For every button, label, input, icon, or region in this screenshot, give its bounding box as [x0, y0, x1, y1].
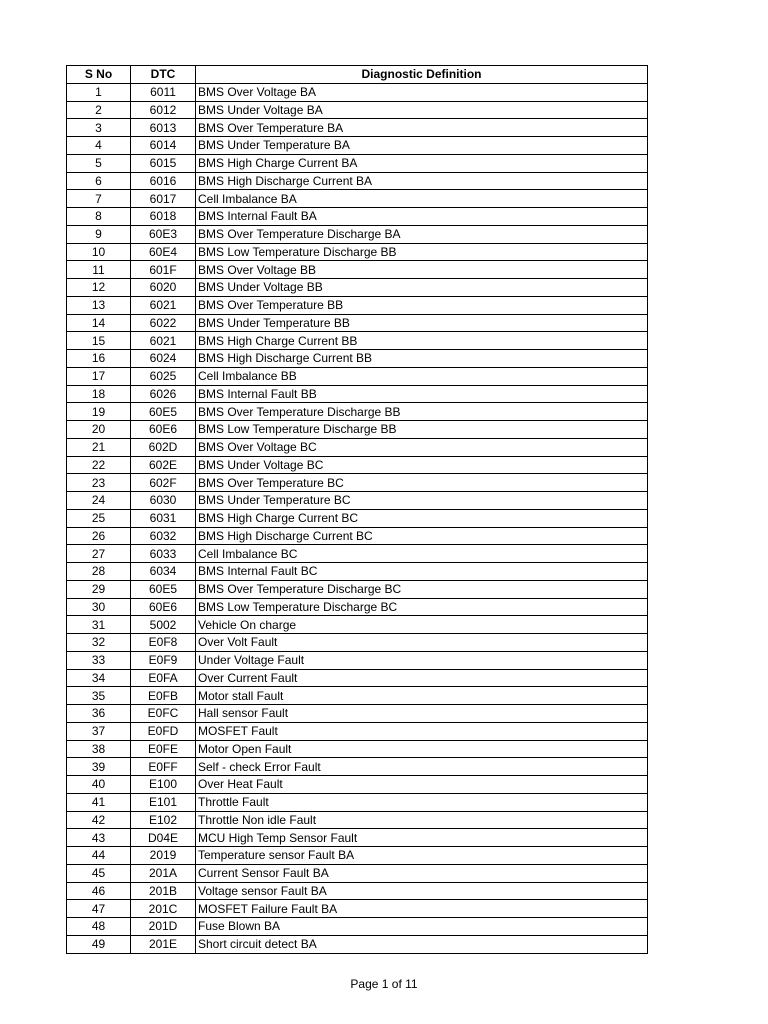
- cell-dtc: 6030: [131, 492, 196, 510]
- cell-definition: Motor stall Fault: [196, 687, 648, 705]
- cell-definition: Hall sensor Fault: [196, 705, 648, 723]
- header-sno: S No: [67, 66, 131, 84]
- cell-definition: Motor Open Fault: [196, 740, 648, 758]
- cell-sno: 25: [67, 509, 131, 527]
- dtc-table: [66, 65, 648, 954]
- cell-sno: 11: [67, 261, 131, 279]
- table-row: [67, 154, 648, 172]
- cell-definition: BMS Under Temperature BB: [196, 314, 648, 332]
- table-row: [67, 403, 648, 421]
- cell-definition: BMS Under Temperature BA: [196, 137, 648, 155]
- table-row: [67, 456, 648, 474]
- cell-sno: 20: [67, 421, 131, 439]
- table-row: [67, 83, 648, 101]
- cell-dtc: 5002: [131, 616, 196, 634]
- cell-sno: 27: [67, 545, 131, 563]
- cell-definition: MOSFET Fault: [196, 722, 648, 740]
- cell-sno: 13: [67, 296, 131, 314]
- cell-definition: BMS Under Voltage BC: [196, 456, 648, 474]
- cell-dtc: 6022: [131, 314, 196, 332]
- cell-definition: BMS Internal Fault BC: [196, 563, 648, 581]
- cell-dtc: E0F9: [131, 651, 196, 669]
- table-row: [67, 492, 648, 510]
- cell-dtc: 6012: [131, 101, 196, 119]
- table-row: [67, 225, 648, 243]
- cell-sno: 45: [67, 864, 131, 882]
- cell-dtc: 60E6: [131, 421, 196, 439]
- cell-dtc: 6032: [131, 527, 196, 545]
- cell-dtc: E102: [131, 811, 196, 829]
- table-row: [67, 864, 648, 882]
- cell-definition: Fuse Blown BA: [196, 918, 648, 936]
- cell-sno: 30: [67, 598, 131, 616]
- cell-sno: 41: [67, 793, 131, 811]
- cell-definition: BMS Over Temperature Discharge BB: [196, 403, 648, 421]
- cell-definition: Current Sensor Fault BA: [196, 864, 648, 882]
- cell-dtc: E101: [131, 793, 196, 811]
- cell-dtc: 60E5: [131, 403, 196, 421]
- cell-sno: 37: [67, 722, 131, 740]
- table-row: [67, 137, 648, 155]
- cell-dtc: 201B: [131, 882, 196, 900]
- cell-dtc: 6020: [131, 279, 196, 297]
- cell-dtc: 60E3: [131, 225, 196, 243]
- table-row: [67, 580, 648, 598]
- table-row: [67, 669, 648, 687]
- cell-sno: 18: [67, 385, 131, 403]
- table-row: [67, 740, 648, 758]
- cell-dtc: 6021: [131, 296, 196, 314]
- cell-definition: BMS Under Voltage BA: [196, 101, 648, 119]
- cell-definition: Over Volt Fault: [196, 634, 648, 652]
- table-row: [67, 882, 648, 900]
- cell-definition: Temperature sensor Fault BA: [196, 847, 648, 865]
- cell-definition: BMS Over Temperature Discharge BC: [196, 580, 648, 598]
- table-row: [67, 634, 648, 652]
- cell-sno: 6: [67, 172, 131, 190]
- table-row: [67, 776, 648, 794]
- cell-definition: BMS High Discharge Current BB: [196, 350, 648, 368]
- cell-dtc: 201E: [131, 935, 196, 953]
- cell-sno: 3: [67, 119, 131, 137]
- cell-definition: BMS Over Voltage BB: [196, 261, 648, 279]
- cell-sno: 26: [67, 527, 131, 545]
- cell-dtc: 6026: [131, 385, 196, 403]
- cell-sno: 34: [67, 669, 131, 687]
- cell-definition: BMS High Discharge Current BA: [196, 172, 648, 190]
- table-row: [67, 509, 648, 527]
- cell-sno: 7: [67, 190, 131, 208]
- table-row: [67, 847, 648, 865]
- table-row: [67, 563, 648, 581]
- cell-sno: 14: [67, 314, 131, 332]
- table-row: [67, 474, 648, 492]
- cell-sno: 48: [67, 918, 131, 936]
- cell-sno: 39: [67, 758, 131, 776]
- cell-dtc: 60E6: [131, 598, 196, 616]
- cell-sno: 47: [67, 900, 131, 918]
- table-row: [67, 385, 648, 403]
- cell-definition: Over Heat Fault: [196, 776, 648, 794]
- cell-sno: 9: [67, 225, 131, 243]
- page-number: Page 1 of 11: [350, 977, 418, 991]
- cell-definition: BMS Over Temperature BC: [196, 474, 648, 492]
- cell-dtc: E0FA: [131, 669, 196, 687]
- cell-dtc: 6015: [131, 154, 196, 172]
- table-row: [67, 651, 648, 669]
- table-row: [67, 527, 648, 545]
- cell-sno: 22: [67, 456, 131, 474]
- cell-dtc: D04E: [131, 829, 196, 847]
- cell-definition: BMS Internal Fault BB: [196, 385, 648, 403]
- cell-definition: BMS Low Temperature Discharge BB: [196, 243, 648, 261]
- cell-dtc: 6025: [131, 367, 196, 385]
- cell-definition: MCU High Temp Sensor Fault: [196, 829, 648, 847]
- cell-definition: Voltage sensor Fault BA: [196, 882, 648, 900]
- cell-definition: BMS High Charge Current BC: [196, 509, 648, 527]
- cell-dtc: 6014: [131, 137, 196, 155]
- cell-definition: Short circuit detect BA: [196, 935, 648, 953]
- cell-definition: BMS Over Temperature BB: [196, 296, 648, 314]
- cell-definition: BMS Low Temperature Discharge BB: [196, 421, 648, 439]
- cell-dtc: 201C: [131, 900, 196, 918]
- cell-sno: 17: [67, 367, 131, 385]
- cell-definition: MOSFET Failure Fault BA: [196, 900, 648, 918]
- cell-definition: BMS High Charge Current BA: [196, 154, 648, 172]
- table-row: [67, 900, 648, 918]
- table-row: [67, 190, 648, 208]
- cell-sno: 44: [67, 847, 131, 865]
- cell-definition: BMS High Discharge Current BC: [196, 527, 648, 545]
- cell-definition: Vehicle On charge: [196, 616, 648, 634]
- cell-definition: BMS Over Voltage BA: [196, 83, 648, 101]
- table-row: [67, 172, 648, 190]
- cell-definition: Cell Imbalance BA: [196, 190, 648, 208]
- cell-definition: Over Current Fault: [196, 669, 648, 687]
- cell-sno: 32: [67, 634, 131, 652]
- table-row: [67, 687, 648, 705]
- cell-dtc: 60E4: [131, 243, 196, 261]
- cell-definition: BMS Over Temperature Discharge BA: [196, 225, 648, 243]
- cell-definition: Throttle Non idle Fault: [196, 811, 648, 829]
- cell-definition: BMS Over Voltage BC: [196, 438, 648, 456]
- table-row: [67, 705, 648, 723]
- table-header: [67, 66, 648, 84]
- cell-definition: BMS Under Temperature BC: [196, 492, 648, 510]
- cell-dtc: E100: [131, 776, 196, 794]
- cell-dtc: 602E: [131, 456, 196, 474]
- cell-sno: 35: [67, 687, 131, 705]
- cell-sno: 1: [67, 83, 131, 101]
- cell-definition: BMS Over Temperature BA: [196, 119, 648, 137]
- cell-sno: 15: [67, 332, 131, 350]
- table-row: [67, 598, 648, 616]
- table-row: [67, 935, 648, 953]
- cell-sno: 10: [67, 243, 131, 261]
- table-row: [67, 545, 648, 563]
- table-row: [67, 438, 648, 456]
- cell-sno: 33: [67, 651, 131, 669]
- table-row: [67, 119, 648, 137]
- cell-definition: Throttle Fault: [196, 793, 648, 811]
- cell-definition: BMS Internal Fault BA: [196, 208, 648, 226]
- cell-dtc: E0FD: [131, 722, 196, 740]
- table-row: [67, 332, 648, 350]
- cell-definition: BMS Under Voltage BB: [196, 279, 648, 297]
- cell-sno: 23: [67, 474, 131, 492]
- cell-dtc: E0FE: [131, 740, 196, 758]
- table-row: [67, 208, 648, 226]
- cell-dtc: 602D: [131, 438, 196, 456]
- cell-dtc: E0FB: [131, 687, 196, 705]
- table-row: [67, 811, 648, 829]
- cell-dtc: 60E5: [131, 580, 196, 598]
- table-row: [67, 758, 648, 776]
- cell-sno: 21: [67, 438, 131, 456]
- cell-sno: 36: [67, 705, 131, 723]
- table-row: [67, 101, 648, 119]
- table-row: [67, 367, 648, 385]
- table-row: [67, 279, 648, 297]
- cell-sno: 29: [67, 580, 131, 598]
- cell-definition: Cell Imbalance BC: [196, 545, 648, 563]
- table-row: [67, 314, 648, 332]
- cell-sno: 19: [67, 403, 131, 421]
- table-row: [67, 829, 648, 847]
- header-definition: Diagnostic Definition: [196, 66, 648, 84]
- header-row: [67, 66, 648, 84]
- table-row: [67, 918, 648, 936]
- cell-definition: Cell Imbalance BB: [196, 367, 648, 385]
- table-row: [67, 421, 648, 439]
- cell-dtc: E0F8: [131, 634, 196, 652]
- cell-dtc: 6011: [131, 83, 196, 101]
- cell-sno: 42: [67, 811, 131, 829]
- cell-definition: BMS Low Temperature Discharge BC: [196, 598, 648, 616]
- cell-dtc: 6024: [131, 350, 196, 368]
- cell-dtc: 6013: [131, 119, 196, 137]
- cell-sno: 16: [67, 350, 131, 368]
- cell-sno: 46: [67, 882, 131, 900]
- table-row: [67, 793, 648, 811]
- cell-definition: Under Voltage Fault: [196, 651, 648, 669]
- cell-sno: 8: [67, 208, 131, 226]
- table-row: [67, 350, 648, 368]
- cell-sno: 38: [67, 740, 131, 758]
- cell-sno: 2: [67, 101, 131, 119]
- cell-dtc: E0FC: [131, 705, 196, 723]
- cell-sno: 43: [67, 829, 131, 847]
- cell-sno: 40: [67, 776, 131, 794]
- cell-dtc: 6016: [131, 172, 196, 190]
- cell-dtc: 6031: [131, 509, 196, 527]
- table-row: [67, 616, 648, 634]
- cell-dtc: 201A: [131, 864, 196, 882]
- table-row: [67, 722, 648, 740]
- cell-dtc: 601F: [131, 261, 196, 279]
- table-row: [67, 243, 648, 261]
- cell-dtc: 6021: [131, 332, 196, 350]
- cell-definition: BMS High Charge Current BB: [196, 332, 648, 350]
- cell-dtc: 201D: [131, 918, 196, 936]
- cell-sno: 12: [67, 279, 131, 297]
- cell-dtc: 6018: [131, 208, 196, 226]
- cell-sno: 24: [67, 492, 131, 510]
- cell-dtc: 602F: [131, 474, 196, 492]
- table-body: [67, 83, 648, 953]
- cell-sno: 5: [67, 154, 131, 172]
- cell-definition: Self - check Error Fault: [196, 758, 648, 776]
- header-dtc: DTC: [131, 66, 196, 84]
- table-row: [67, 261, 648, 279]
- table-row: [67, 296, 648, 314]
- cell-sno: 49: [67, 935, 131, 953]
- cell-dtc: 6033: [131, 545, 196, 563]
- cell-dtc: E0FF: [131, 758, 196, 776]
- cell-dtc: 6034: [131, 563, 196, 581]
- cell-sno: 28: [67, 563, 131, 581]
- cell-sno: 4: [67, 137, 131, 155]
- cell-sno: 31: [67, 616, 131, 634]
- cell-dtc: 2019: [131, 847, 196, 865]
- cell-dtc: 6017: [131, 190, 196, 208]
